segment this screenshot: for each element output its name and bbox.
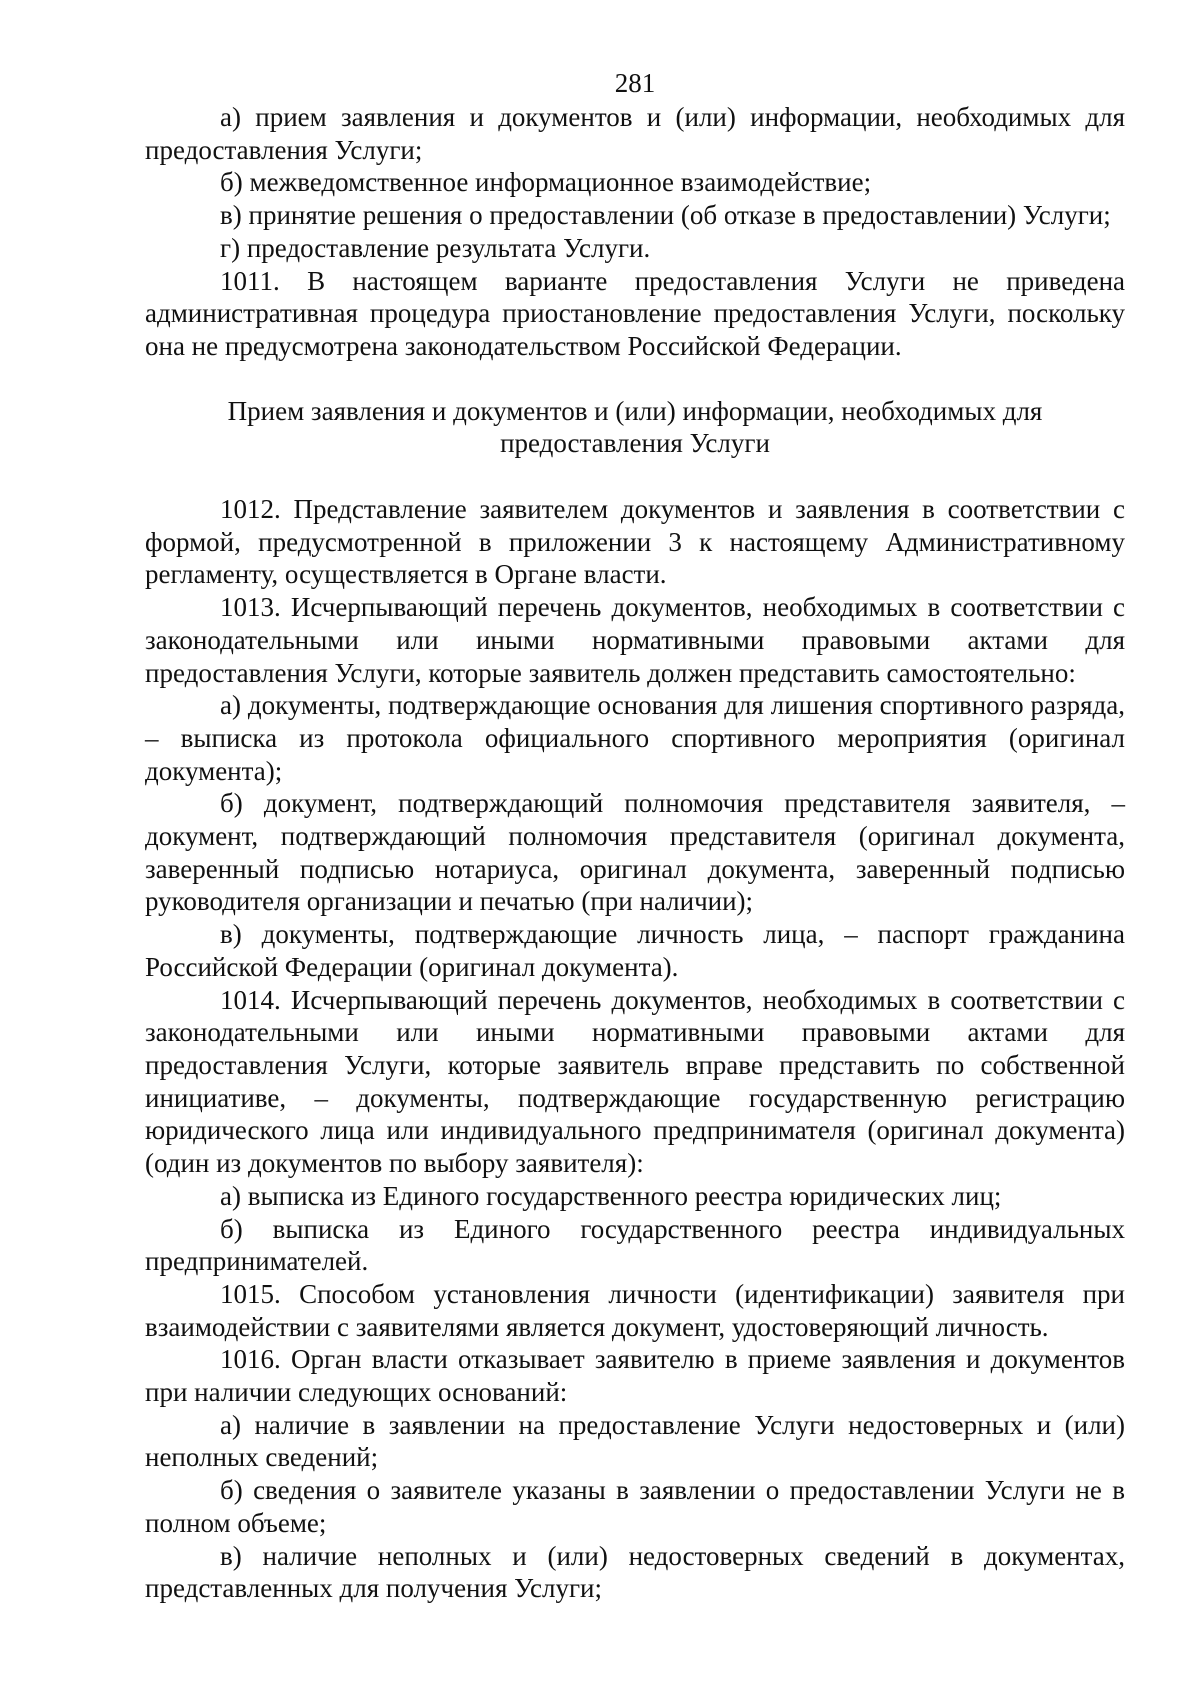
paragraph: б) выписка из Единого государственного реестра индивидуальных предпринимателей.	[145, 1213, 1125, 1277]
paragraph: 1016. Орган власти отказывает заявителю в приеме заявления и документов при наличии следующих оснований:	[145, 1344, 1125, 1408]
paragraph: в) принятие решения о предоставлении (об отказе в предоставлении) Услуги;	[220, 200, 1111, 231]
paragraph: 1014. Исчерпывающий перечень документов, необходимых в соответствии с законодательными или иными нормативными правовыми актами для предоставления Услуги, которые заявитель вправе представить по собственной инициативе, – документы, подтверждающие государственную регистрацию юридического лица или индивидуального предпринимателя (оригинал документа) (один из документов по выбору заявителя):	[145, 984, 1125, 1179]
paragraph: а) выписка из Единого государственного реестра юридических лиц;	[220, 1180, 1002, 1211]
paragraph: а) прием заявления и документов и (или) информации, необходимых для предоставления Услуги;	[145, 102, 1125, 165]
paragraph: 1011. В настоящем варианте предоставления Услуги не приведена административная процедура приостановление предоставления Услуги, поскольку она не предусмотрена законодательством Российской Федерации.	[145, 265, 1125, 361]
section-heading: Прием заявления и документов и (или) информации, необходимых для предоставления Услуги	[227, 395, 1043, 459]
paragraph: б) сведения о заявителе указаны в заявлении о предоставлении Услуги не в полном объеме;	[145, 1475, 1125, 1538]
paragraph: в) наличие неполных и (или) недостоверных сведений в документах, представленных для получения Услуги;	[145, 1540, 1125, 1604]
paragraph: б) документ, подтверждающий полномочия представителя заявителя, – документ, подтверждающий полномочия представителя (оригинал документа, заверенный подписью нотариуса, оригинал документа, заверенный подписью руководителя организации и печатью (при наличии);	[145, 788, 1125, 917]
paragraph: а) наличие в заявлении на предоставление Услуги недостоверных и (или) неполных сведений;	[145, 1409, 1125, 1473]
paragraph: в) документы, подтверждающие личность лица, – паспорт гражданина Российской Федерации (оригинал документа).	[145, 919, 1125, 982]
paragraph-group-top	[145, 101, 1125, 363]
paragraph: б) межведомственное информационное взаимодействие;	[220, 167, 872, 198]
paragraph-group-bottom	[145, 493, 1125, 1605]
paragraph: 1013. Исчерпывающий перечень документов, необходимых в соответствии с законодательными или иными нормативными правовыми актами для предоставления Услуги, которые заявитель должен представить самостоятельно:	[145, 592, 1125, 688]
page-number: 281	[614, 68, 656, 98]
paragraph: г) предоставление результата Услуги.	[220, 232, 651, 263]
paragraph: а) документы, подтверждающие основания для лишения спортивного разряда, – выписка из протокола официального спортивного мероприятия (оригинал документа);	[145, 690, 1125, 786]
paragraph: 1012. Представление заявителем документов и заявления в соответствии с формой, предусмотренной в приложении 3 к настоящему Административному регламенту, осуществляется в Органе власти.	[145, 494, 1125, 590]
paragraph: 1015. Способом установления личности (идентификации) заявителя при взаимодействии с заявителями является документ, удостоверяющий личность.	[145, 1278, 1125, 1342]
document-page	[145, 67, 1125, 1605]
